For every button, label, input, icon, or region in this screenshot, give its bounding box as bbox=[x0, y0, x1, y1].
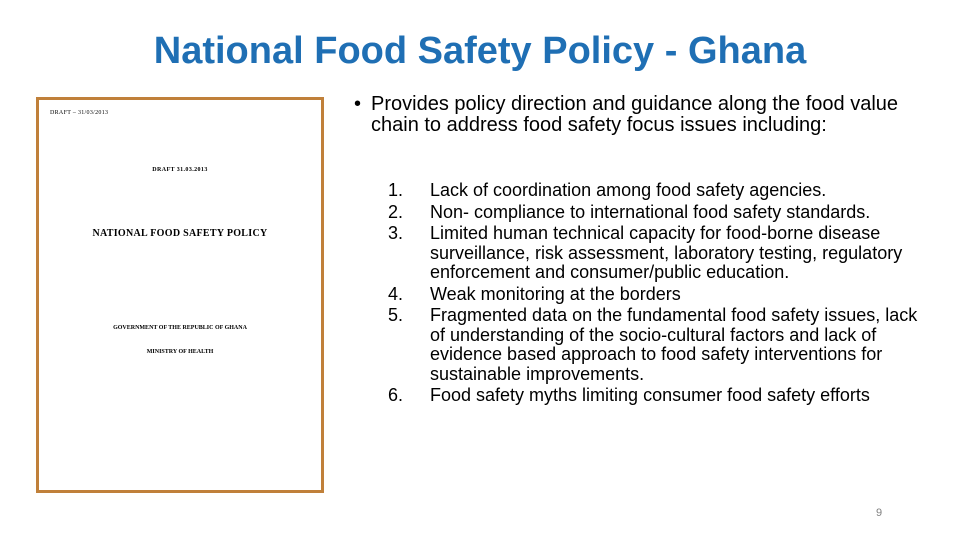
list-item-number: 5. bbox=[388, 305, 404, 325]
list-item bbox=[388, 203, 928, 223]
cover-heading: NATIONAL FOOD SAFETY POLICY bbox=[92, 228, 268, 239]
list-item-number: 4. bbox=[388, 283, 404, 304]
intro-bullet bbox=[354, 94, 944, 136]
issues-list bbox=[388, 181, 928, 408]
cover-reference: DRAFT – 31/03/2013 bbox=[50, 110, 109, 116]
list-item bbox=[388, 181, 928, 201]
policy-document-cover bbox=[36, 97, 324, 493]
list-item-text: Non- compliance to international food safety standards. bbox=[430, 201, 871, 222]
list-item-text: Lack of coordination among food safety agencies. bbox=[430, 180, 827, 200]
list-item bbox=[388, 386, 928, 406]
list-item bbox=[388, 285, 928, 305]
list-item-text: Weak monitoring at the borders bbox=[430, 283, 681, 304]
list-item-number: 6. bbox=[388, 385, 404, 405]
cover-government: GOVERNMENT OF THE REPUBLIC OF GHANA bbox=[113, 325, 247, 331]
cover-ministry: MINISTRY OF HEALTH bbox=[146, 349, 214, 355]
bullet-marker: • bbox=[354, 93, 362, 115]
page-number: 9 bbox=[876, 507, 883, 519]
list-item bbox=[388, 224, 928, 283]
cover-date-line: DRAFT 31.03.2013 bbox=[152, 167, 208, 173]
list-item-number: 2. bbox=[388, 201, 404, 222]
list-item-text: Food safety myths limiting consumer food safety efforts bbox=[430, 385, 870, 405]
list-item-number: 1. bbox=[388, 180, 404, 200]
list-item-text: Limited human technical capacity for food-borne disease surveillance, risk assessment, laboratory testing, regulatory enforcement and consumer/public education. bbox=[430, 223, 903, 282]
intro-text: Provides policy direction and guidance along the food value chain to address food safety focus issues including: bbox=[371, 93, 899, 136]
list-item-number: 3. bbox=[388, 223, 404, 243]
list-item bbox=[388, 306, 928, 384]
list-item-text: Fragmented data on the fundamental food safety issues, lack of understanding of the socio-cultural factors and lack of evidence based approach to food safety interventions for sustainable improvements. bbox=[430, 305, 918, 384]
slide-title: National Food Safety Policy - Ghana bbox=[153, 30, 807, 72]
